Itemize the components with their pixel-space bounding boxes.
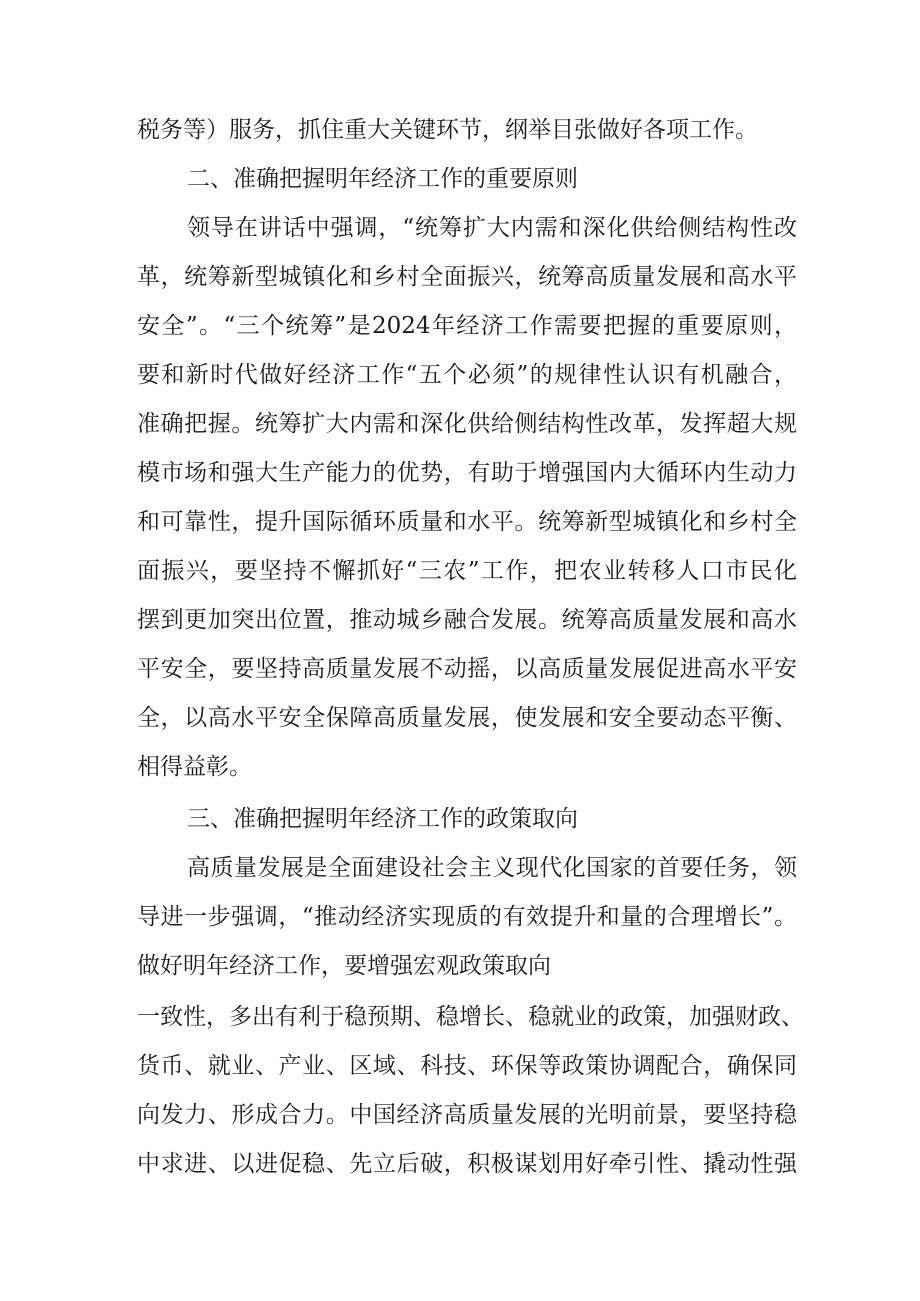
text-line: 准确把握。统筹扩大内需和深化供给侧结构性改革，发挥超大规 — [137, 411, 797, 437]
text-line: 全，以高水平安全保障高质量发展，使发展和安全要动态平衡、 — [137, 705, 797, 731]
text-line: 货币、就业、产业、区域、科技、环保等政策协调配合，确保同 — [137, 1053, 797, 1079]
text-line: 要和新时代做好经济工作“五个必须”的规律性认识有机融合， — [137, 362, 797, 388]
text-line: 安全”。“三个统筹”是2024年经济工作需要把握的重要原则， — [137, 313, 797, 339]
text-line: 平安全，要坚持高质量发展不动摇，以高质量发展促进高水平安 — [137, 656, 797, 682]
text-line: 相得益彰。 — [137, 754, 252, 780]
section-heading: 三、准确把握明年经济工作的政策取向 — [187, 806, 578, 832]
text-line: 一致性，多出有利于稳预期、稳增长、稳就业的政策，加强财政、 — [137, 1004, 804, 1030]
text-line: 模市场和强大生产能力的优势，有助于增强国内大循环内生动力 — [137, 460, 797, 486]
text-line: 领导在讲话中强调，“统筹扩大内需和深化供给侧结构性改 — [187, 215, 797, 241]
text-line: 摆到更加突出位置，推动城乡融合发展。统筹高质量发展和高水 — [137, 607, 797, 633]
text-line: 做好明年经济工作，要增强宏观政策取向 — [137, 953, 551, 979]
text-line: 税务等）服务，抓住重大关键环节，纲举目张做好各项工作。 — [137, 117, 758, 143]
section-heading: 二、准确把握明年经济工作的重要原则 — [187, 166, 578, 192]
text-line: 革，统筹新型城镇化和乡村全面振兴，统筹高质量发展和高水平 — [137, 264, 797, 290]
text-line: 向发力、形成合力。中国经济高质量发展的光明前景，要坚持稳 — [137, 1102, 797, 1128]
text-line: 导进一步强调，“推动经济实现质的有效提升和量的合理增长”。 — [137, 904, 797, 930]
text-line: 面振兴，要坚持不懈抓好“三农”工作，把农业转移人口市民化 — [137, 558, 797, 584]
text-line: 高质量发展是全面建设社会主义现代化国家的首要任务，领 — [187, 855, 797, 881]
text-line: 中求进、以进促稳、先立后破，积极谋划用好牵引性、撬动性强 — [137, 1151, 797, 1177]
text-line: 和可靠性，提升国际循环质量和水平。统筹新型城镇化和乡村全 — [137, 509, 797, 535]
